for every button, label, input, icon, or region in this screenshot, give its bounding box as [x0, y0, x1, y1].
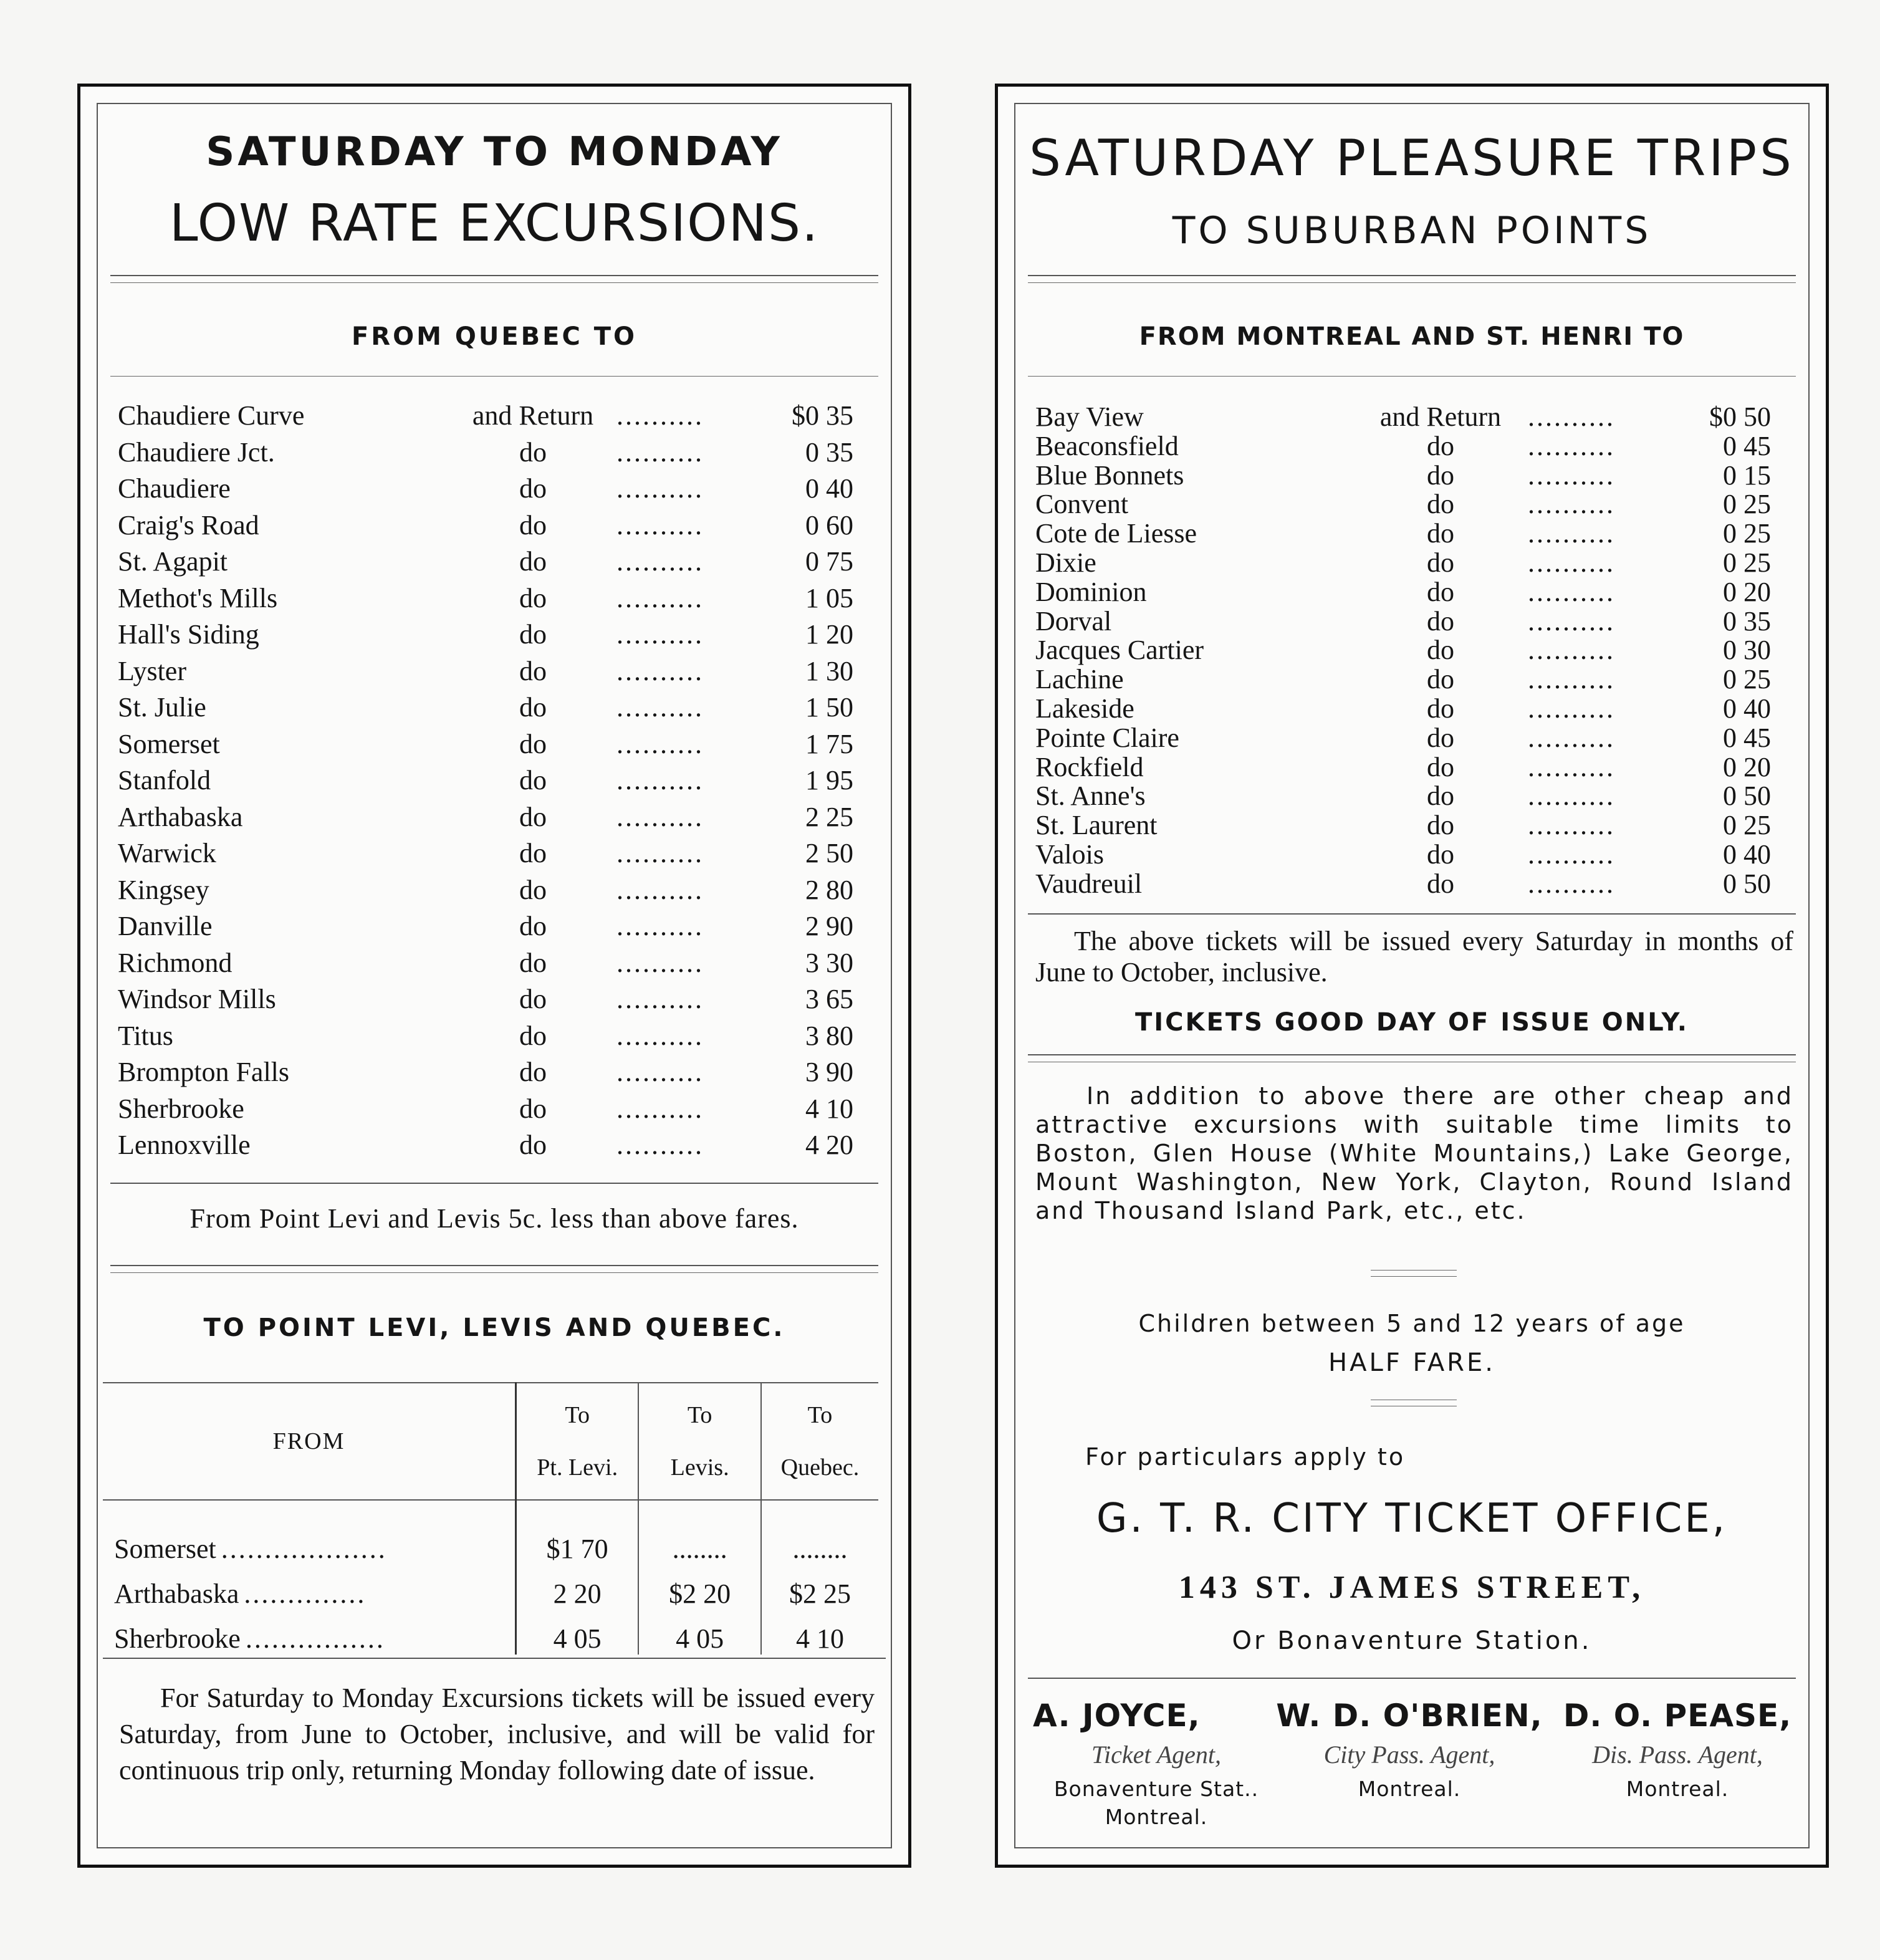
- leader-dots: ..........: [616, 874, 704, 905]
- return-label: do: [519, 655, 547, 686]
- leader-dots: ..........: [1528, 459, 1615, 491]
- fare-row: [1035, 547, 1771, 576]
- place-name: Windsor Mills: [118, 984, 276, 1014]
- section-heading: FROM QUEBEC TO: [351, 322, 638, 351]
- fare-value: 0 45: [1723, 722, 1771, 753]
- agent-pease: [1547, 1698, 1808, 1801]
- section-heading: TO POINT LEVI, LEVIS AND QUEBEC.: [203, 1314, 785, 1342]
- agent-name: W. D. O'BRIEN,: [1276, 1698, 1543, 1734]
- table-row: [103, 1500, 878, 1565]
- return-label: do: [519, 436, 547, 468]
- place-name: Dominion: [1035, 576, 1147, 607]
- leader-dots: ..........: [616, 582, 704, 613]
- fare-row: [1035, 459, 1771, 489]
- place-name: Richmond: [118, 947, 233, 978]
- leader-dots: ..........: [1528, 547, 1615, 578]
- from-name: Somerset: [114, 1534, 216, 1564]
- fare-row: [118, 728, 853, 765]
- return-label: do: [1427, 664, 1454, 695]
- fare-row: [118, 473, 853, 509]
- place-name: Sherbrooke: [118, 1093, 244, 1124]
- place-name: Jacques Cartier: [1035, 635, 1204, 666]
- leader-dots: ..........: [616, 400, 704, 431]
- from-cell: [103, 1565, 516, 1610]
- fare-value: $0 35: [792, 400, 853, 431]
- return-label: do: [1427, 693, 1454, 724]
- tickets-good-notice: TICKETS GOOD DAY OF ISSUE ONLY.: [1134, 1008, 1689, 1037]
- fare-value: 0 40: [1723, 693, 1771, 724]
- leader-dots: ..........: [1528, 576, 1615, 607]
- place-name: Stanfold: [118, 765, 211, 795]
- fare-row: [1035, 838, 1771, 868]
- agent-name: D. O. PEASE,: [1563, 1698, 1792, 1734]
- ticket-office-street: 143 ST. JAMES STREET,: [1178, 1570, 1646, 1605]
- fare-value: 0 35: [805, 436, 853, 468]
- leader-dots: ..........: [616, 546, 704, 577]
- fare-row: [118, 1056, 853, 1093]
- station-line: Or Bonaventure Station.: [1232, 1626, 1592, 1655]
- fare-row: [1035, 722, 1771, 751]
- fare-value: 3 90: [805, 1057, 853, 1087]
- from-name: Sherbrooke: [114, 1623, 241, 1654]
- fare-row: [118, 400, 853, 436]
- fare-row: [118, 983, 853, 1020]
- leader-dots: ..........: [1528, 722, 1615, 753]
- panel-subtitle: TO SUBURBAN POINTS: [1172, 209, 1652, 252]
- agent-joyce: [1025, 1698, 1287, 1829]
- ticket-office-name: G. T. R. CITY TICKET OFFICE,: [1096, 1496, 1728, 1542]
- return-label: do: [519, 801, 547, 832]
- place-name: Dorval: [1035, 605, 1112, 637]
- return-label: do: [1427, 868, 1454, 899]
- place-name: Somerset: [118, 728, 220, 759]
- leader-dots: ..........: [1528, 430, 1615, 461]
- leader-dots: ..........: [616, 473, 704, 504]
- leader-dots: ..........: [1528, 489, 1615, 520]
- fare-value: 0 25: [1723, 664, 1771, 695]
- fare-value: 3 30: [805, 947, 853, 978]
- fare-row: [118, 1129, 853, 1166]
- from-name: Arthabaska: [114, 1578, 239, 1609]
- fare-value: 0 40: [805, 473, 853, 504]
- return-label: do: [519, 765, 547, 795]
- fare-row: [118, 618, 853, 655]
- fare-row: [118, 947, 853, 984]
- return-label: do: [519, 692, 547, 723]
- fare-value: 0 25: [1723, 489, 1771, 520]
- place-name: Blue Bonnets: [1035, 459, 1184, 491]
- fare-value: 3 80: [805, 1020, 853, 1051]
- leader-dots: ..........: [616, 728, 704, 759]
- divider: [110, 1265, 878, 1266]
- place-name: Lyster: [118, 655, 186, 686]
- levis-fare: $2 20: [638, 1565, 761, 1610]
- return-label: do: [519, 838, 547, 868]
- leader-dots: ..........: [1528, 401, 1615, 432]
- from-cell: [103, 1500, 516, 1565]
- col-header-quebec: To Quebec.: [761, 1383, 878, 1500]
- footer-note: For Saturday to Monday Excursions tickets will be issued every Saturday, from June to October, inclusive, and will be valid for continuous trip only, returning Monday following date of issue.: [119, 1683, 875, 1785]
- place-name: Lakeside: [1035, 693, 1134, 724]
- place-name: Chaudiere Curve: [118, 400, 305, 431]
- fare-row: [1035, 780, 1771, 812]
- levis-fare-table: [103, 1382, 878, 1655]
- fare-value: 1 50: [805, 692, 853, 723]
- fare-value: $0 50: [1709, 401, 1771, 432]
- place-name: Chaudiere: [118, 473, 231, 504]
- fare-value: 0 40: [1723, 838, 1771, 870]
- fare-row: [1035, 751, 1771, 781]
- place-name: Valois: [1035, 838, 1104, 870]
- fare-value: 1 05: [805, 582, 853, 613]
- leader-dots: ..........: [616, 1020, 704, 1051]
- fare-value: 0 35: [1723, 605, 1771, 637]
- agent-title: City Pass. Agent,: [1323, 1741, 1495, 1769]
- section-heading: FROM MONTREAL AND ST. HENRI TO: [1139, 322, 1685, 351]
- place-name: Lachine: [1035, 664, 1124, 695]
- return-label: do: [1427, 489, 1454, 520]
- return-label: do: [1427, 751, 1454, 782]
- place-name: Beaconsfield: [1035, 430, 1179, 461]
- table-header-row: [103, 1383, 878, 1500]
- leader-dots: ..........: [616, 947, 704, 978]
- leader-dots: ..........: [616, 1093, 704, 1124]
- fare-row: [1035, 401, 1771, 430]
- return-label: do: [1427, 635, 1454, 666]
- fare-value: 0 15: [1723, 459, 1771, 491]
- agent-title: Dis. Pass. Agent,: [1592, 1741, 1763, 1769]
- fare-row: [118, 1020, 853, 1057]
- fare-value: 0 30: [1723, 635, 1771, 666]
- leader-dots: ..........: [1528, 518, 1615, 549]
- return-label: do: [1427, 781, 1454, 812]
- return-label: do: [519, 509, 547, 540]
- fare-row: [1035, 488, 1771, 520]
- fare-row: [118, 1093, 853, 1130]
- fare-value: 2 25: [805, 801, 853, 832]
- low-rate-excursions-panel: [77, 84, 911, 1868]
- place-name: Chaudiere Jct.: [118, 436, 275, 468]
- panel-subtitle: LOW RATE EXCURSIONS.: [169, 194, 820, 253]
- return-label: do: [1427, 722, 1454, 753]
- place-name: Dixie: [1035, 547, 1096, 578]
- panel-title: SATURDAY PLEASURE TRIPS: [1029, 129, 1795, 187]
- fare-value: 0 25: [1723, 810, 1771, 841]
- leader-dots: ..........: [616, 655, 704, 686]
- fare-row: [1035, 430, 1771, 459]
- return-label: do: [519, 947, 547, 978]
- fare-value: 0 25: [1723, 518, 1771, 549]
- fare-row: [1035, 693, 1771, 722]
- leader-dots: ...................: [221, 1534, 387, 1564]
- leader-dots: ..........: [616, 1130, 704, 1160]
- return-label: do: [1427, 430, 1454, 461]
- place-name: Methot's Mills: [118, 582, 278, 613]
- leader-dots: ................: [245, 1623, 385, 1654]
- fare-value: 0 50: [1723, 781, 1771, 812]
- quebec-fare: 4 10: [761, 1610, 878, 1655]
- fare-value: 4 10: [805, 1093, 853, 1124]
- fare-row: [118, 691, 853, 728]
- leader-dots: ..........: [1528, 868, 1615, 899]
- agent-location: Montreal.: [1358, 1777, 1461, 1801]
- fare-value: 4 20: [805, 1130, 853, 1160]
- fare-list: [1035, 401, 1771, 897]
- divider: [110, 1272, 878, 1273]
- place-name: Kingsey: [118, 874, 209, 905]
- place-name: Warwick: [118, 838, 216, 868]
- fare-row: [118, 874, 853, 911]
- fare-value: 1 30: [805, 655, 853, 686]
- fare-row: [1035, 868, 1771, 897]
- leader-dots: ..........: [1528, 810, 1615, 841]
- fare-value: 0 20: [1723, 751, 1771, 782]
- return-label: do: [519, 911, 547, 941]
- fare-list: [118, 400, 853, 1166]
- place-name: Craig's Road: [118, 509, 259, 540]
- divider: [1028, 282, 1796, 283]
- from-cell: [103, 1610, 516, 1655]
- place-name: Titus: [118, 1020, 173, 1051]
- leader-dots: ..........: [616, 692, 704, 723]
- fare-row: [1035, 605, 1771, 635]
- fare-value: 0 20: [1723, 576, 1771, 607]
- levis-fare: 4 05: [638, 1610, 761, 1655]
- additional-excursions-note: In addition to above there are other cheap and attractive excursions with suitable time limits to Boston, Glen House (White Mountains,) Lake George, Mount Washington, New York, Clayton, Round Island and Thousand Island Park, etc., etc.: [1035, 1082, 1793, 1224]
- place-name: Arthabaska: [118, 801, 243, 832]
- return-label: do: [519, 984, 547, 1014]
- particulars-label: For particulars apply to: [1085, 1443, 1406, 1471]
- panel-title: SATURDAY TO MONDAY: [206, 129, 783, 175]
- agent-obrien: [1272, 1698, 1547, 1801]
- place-name: St. Julie: [118, 692, 206, 723]
- fare-row: [118, 545, 853, 582]
- agent-title: Ticket Agent,: [1091, 1741, 1222, 1769]
- leader-dots: ..........: [1528, 781, 1615, 812]
- agent-name: A. JOYCE,: [1033, 1698, 1201, 1734]
- leader-dots: ..............: [244, 1578, 367, 1609]
- return-label: do: [1427, 838, 1454, 870]
- quebec-fare: ........: [761, 1500, 878, 1565]
- leader-dots: ..........: [616, 765, 704, 795]
- place-name: St. Laurent: [1035, 810, 1158, 841]
- return-label: do: [1427, 810, 1454, 841]
- fare-value: 1 20: [805, 619, 853, 650]
- fare-row: [118, 582, 853, 619]
- place-name: Bay View: [1035, 401, 1144, 432]
- fare-row: [118, 509, 853, 546]
- place-name: Vaudreuil: [1035, 868, 1143, 899]
- fare-row: [1035, 517, 1771, 547]
- fare-value: 0 25: [1723, 547, 1771, 578]
- place-name: Lennoxville: [118, 1130, 251, 1160]
- agent-location: Bonaventure Stat..: [1053, 1777, 1259, 1801]
- divider: [103, 1658, 886, 1659]
- place-name: Hall's Siding: [118, 619, 259, 650]
- place-name: Danville: [118, 911, 213, 941]
- place-name: St. Agapit: [118, 546, 228, 577]
- return-label: do: [519, 582, 547, 613]
- leader-dots: ..........: [616, 801, 704, 832]
- return-label: do: [519, 1130, 547, 1160]
- return-label: do: [519, 1093, 547, 1124]
- divider: [1028, 275, 1796, 276]
- return-label: do: [1427, 459, 1454, 491]
- fare-value: 0 60: [805, 509, 853, 540]
- agent-location: Montreal.: [1105, 1805, 1208, 1829]
- fare-row: [118, 764, 853, 801]
- return-label: do: [1427, 605, 1454, 637]
- pleasure-trips-panel: [995, 84, 1829, 1868]
- place-name: Cote de Liesse: [1035, 518, 1197, 549]
- pt-levi-fare: 4 05: [516, 1610, 639, 1655]
- fare-value: 1 75: [805, 728, 853, 759]
- pt-levi-fare: 2 20: [516, 1565, 639, 1610]
- leader-dots: ..........: [1528, 751, 1615, 782]
- fare-row: [1035, 576, 1771, 605]
- table-row: [103, 1565, 878, 1610]
- return-label: do: [519, 728, 547, 759]
- col-header-levis: To Levis.: [638, 1383, 761, 1500]
- leader-dots: ..........: [616, 509, 704, 540]
- from-header: FROM: [272, 1428, 345, 1454]
- fare-value: 0 45: [1723, 430, 1771, 461]
- fare-row: [1035, 663, 1771, 693]
- fare-value: 0 75: [805, 546, 853, 577]
- divider: [110, 275, 878, 276]
- return-label: do: [519, 546, 547, 577]
- divider: [1028, 1054, 1796, 1055]
- fare-row: [118, 801, 853, 838]
- return-label: do: [519, 1057, 547, 1087]
- divider: [1028, 376, 1796, 377]
- leader-dots: ..........: [616, 838, 704, 868]
- issue-note: The above tickets will be issued every Saturday in months of June to October, inclusive.: [1035, 926, 1793, 987]
- return-label: do: [519, 619, 547, 650]
- leader-dots: ..........: [616, 619, 704, 650]
- leader-dots: ..........: [1528, 605, 1615, 637]
- leader-dots: ..........: [1528, 635, 1615, 666]
- place-name: Convent: [1035, 489, 1129, 520]
- leader-dots: ..........: [1528, 838, 1615, 870]
- fare-row: [118, 910, 853, 947]
- return-label: and Return: [472, 400, 594, 431]
- fare-value: 2 50: [805, 838, 853, 868]
- fare-value: 2 90: [805, 911, 853, 941]
- short-divider: [1371, 1270, 1457, 1271]
- divider: [1028, 913, 1796, 915]
- levi-note: From Point Levi and Levis 5c. less than above fares.: [189, 1203, 799, 1234]
- leader-dots: ..........: [616, 984, 704, 1014]
- leader-dots: ..........: [616, 911, 704, 941]
- divider: [110, 376, 878, 377]
- agent-location: Montreal.: [1626, 1777, 1729, 1801]
- return-label: do: [1427, 576, 1454, 607]
- leader-dots: ..........: [616, 1057, 704, 1087]
- short-divider: [1371, 1276, 1457, 1277]
- table-row: [103, 1610, 878, 1655]
- fare-row: [118, 655, 853, 692]
- divider: [1028, 1678, 1796, 1679]
- children-note: Children between 5 and 12 years of age: [1138, 1310, 1686, 1337]
- fare-value: 3 65: [805, 984, 853, 1014]
- divider: [110, 282, 878, 283]
- levis-fare: ........: [638, 1500, 761, 1565]
- place-name: Rockfield: [1035, 751, 1144, 782]
- return-label: do: [1427, 518, 1454, 549]
- return-label: do: [519, 1020, 547, 1051]
- return-label: do: [519, 874, 547, 905]
- fare-value: 1 95: [805, 765, 853, 795]
- return-label: do: [519, 473, 547, 504]
- leader-dots: ..........: [1528, 693, 1615, 724]
- quebec-fare: $2 25: [761, 1565, 878, 1610]
- fare-value: 0 50: [1723, 868, 1771, 899]
- pt-levi-fare: $1 70: [516, 1500, 639, 1565]
- leader-dots: ..........: [1528, 664, 1615, 695]
- half-fare-label: HALF FARE.: [1328, 1348, 1495, 1377]
- return-label: and Return: [1379, 401, 1502, 432]
- place-name: St. Anne's: [1035, 781, 1146, 812]
- fare-value: 2 80: [805, 874, 853, 905]
- return-label: do: [1427, 547, 1454, 578]
- divider: [110, 1183, 878, 1184]
- fare-row: [1035, 809, 1771, 841]
- fare-row: [118, 837, 853, 874]
- leader-dots: ..........: [616, 436, 704, 468]
- fare-row: [1035, 634, 1771, 666]
- place-name: Pointe Claire: [1035, 722, 1179, 753]
- col-header-pt-levi: To Pt. Levi.: [516, 1383, 639, 1500]
- place-name: Brompton Falls: [118, 1057, 290, 1087]
- fare-row: [118, 436, 853, 473]
